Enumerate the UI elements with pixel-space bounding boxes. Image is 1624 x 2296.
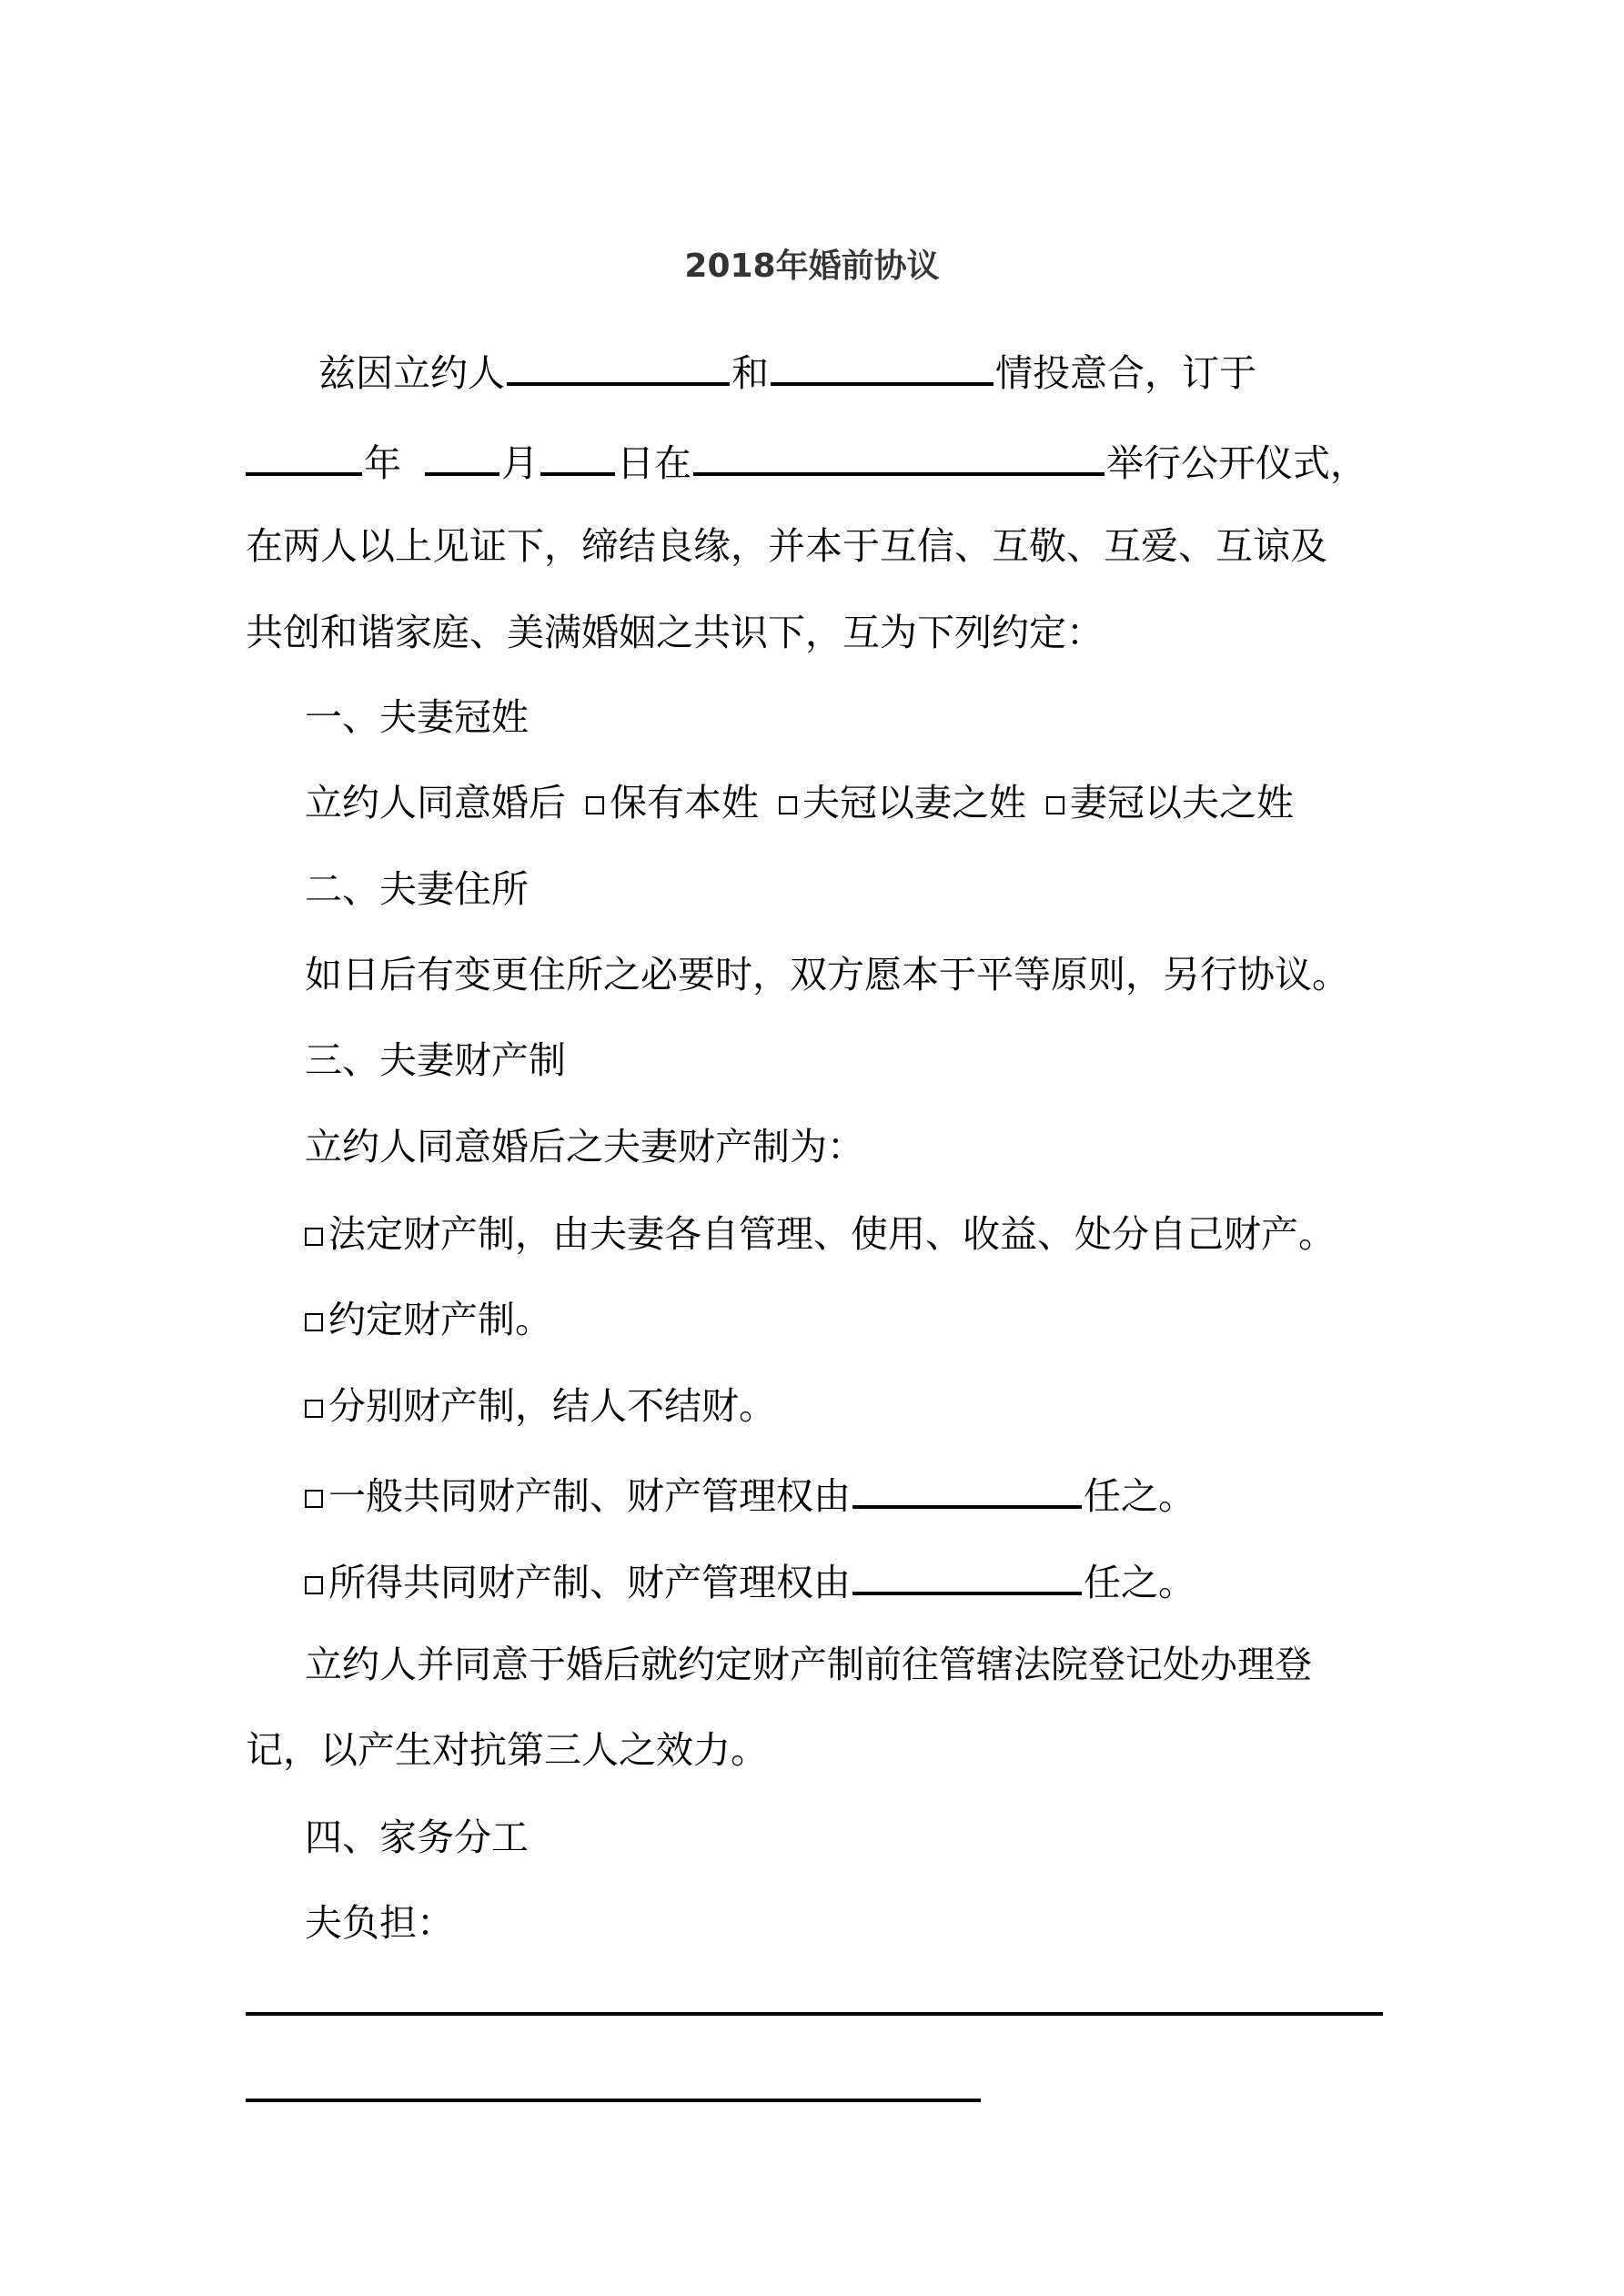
preamble-line-1 [318, 342, 1465, 397]
year-blank[interactable] [246, 432, 362, 476]
property-option-5-line [305, 1552, 1451, 1606]
preamble-and: 和 [731, 351, 769, 395]
option-keep-surname: 保有本姓 [610, 781, 759, 824]
option-wife-takes-husband-surname: 妻冠以夫之姓 [1070, 781, 1294, 824]
husband-duties-blank-line-2[interactable] [246, 2099, 981, 2102]
preamble-intro: 兹因立约人 [318, 351, 505, 395]
option-contractual-property: 约定财产制。 [328, 1298, 552, 1341]
section-3-heading: 三、夫妻财产制 [305, 1038, 566, 1082]
preamble-line-2 [246, 432, 1392, 487]
preamble-line-3: 在两人以上见证下，缔结良缘，并本于互信、互敬、互爱、互谅及 [246, 524, 1327, 568]
checkbox-statutory-property[interactable] [305, 1228, 323, 1246]
property-option-4-line [305, 1465, 1451, 1520]
place-blank[interactable] [693, 432, 1105, 476]
checkbox-contractual-property[interactable] [305, 1313, 323, 1331]
registration-line-2: 记，以产生对抗第三人之效力。 [246, 1728, 768, 1772]
property-prompt: 立约人同意婚后之夫妻财产制为： [305, 1125, 864, 1168]
income-suffix: 任之。 [1084, 1561, 1195, 1604]
property-option-2-line [305, 1292, 1451, 1347]
party-b-blank[interactable] [771, 342, 994, 386]
option-husband-takes-wife-surname: 夫冠以妻之姓 [802, 781, 1026, 824]
checkbox-general-community-property[interactable] [305, 1490, 323, 1508]
general-manager-blank[interactable] [852, 1465, 1082, 1509]
preamble-agreed: 情投意合，订于 [995, 351, 1256, 395]
checkbox-separate-property[interactable] [305, 1400, 323, 1418]
party-a-blank[interactable] [507, 342, 730, 386]
checkbox-keep-surname[interactable] [586, 796, 604, 814]
property-option-3-line [305, 1379, 1451, 1433]
checkbox-husband-takes-wife-surname[interactable] [779, 796, 797, 814]
section-2-heading: 二、夫妻住所 [305, 867, 529, 911]
surname-prompt: 立约人同意婚后 [305, 781, 566, 824]
general-suffix: 任之。 [1084, 1474, 1195, 1518]
month-blank[interactable] [425, 432, 499, 476]
option-separate-property: 分别财产制，结人不结财。 [328, 1384, 776, 1428]
option-general-community-property: 一般共同财产制、财产管理权由 [328, 1474, 851, 1518]
section-1-heading: 一、夫妻冠姓 [305, 695, 529, 739]
preamble-line-4: 共创和谐家庭、美满婚姻之共识下，互为下列约定： [246, 611, 1104, 654]
husband-duties-label: 夫负担： [305, 1901, 454, 1945]
residence-text: 如日后有变更住所之必要时，双方愿本于平等原则，另行协议。 [305, 953, 1349, 996]
husband-duties-blank-line-1[interactable] [246, 2012, 1383, 2016]
day-at-label: 日在 [617, 441, 691, 485]
year-label: 年 [364, 441, 401, 485]
day-blank[interactable] [540, 432, 615, 476]
checkbox-wife-takes-husband-surname[interactable] [1046, 796, 1064, 814]
registration-line-1: 立约人并同意于婚后就约定财产制前往管辖法院登记处办理登 [305, 1643, 1312, 1686]
income-manager-blank[interactable] [852, 1552, 1082, 1595]
checkbox-income-community-property[interactable] [305, 1576, 323, 1594]
ceremony-label: 举行公开仪式， [1106, 441, 1367, 485]
option-statutory-property: 法定财产制，由夫妻各自管理、使用、收益、处分自己财产。 [328, 1212, 1336, 1256]
document-title: 2018年婚前协议 [684, 248, 940, 285]
option-income-community-property: 所得共同财产制、财产管理权由 [328, 1561, 851, 1604]
property-option-1-line [305, 1207, 1451, 1261]
section-4-heading: 四、家务分工 [305, 1816, 529, 1859]
month-label: 月 [501, 441, 539, 485]
surname-options-line [305, 775, 1451, 830]
